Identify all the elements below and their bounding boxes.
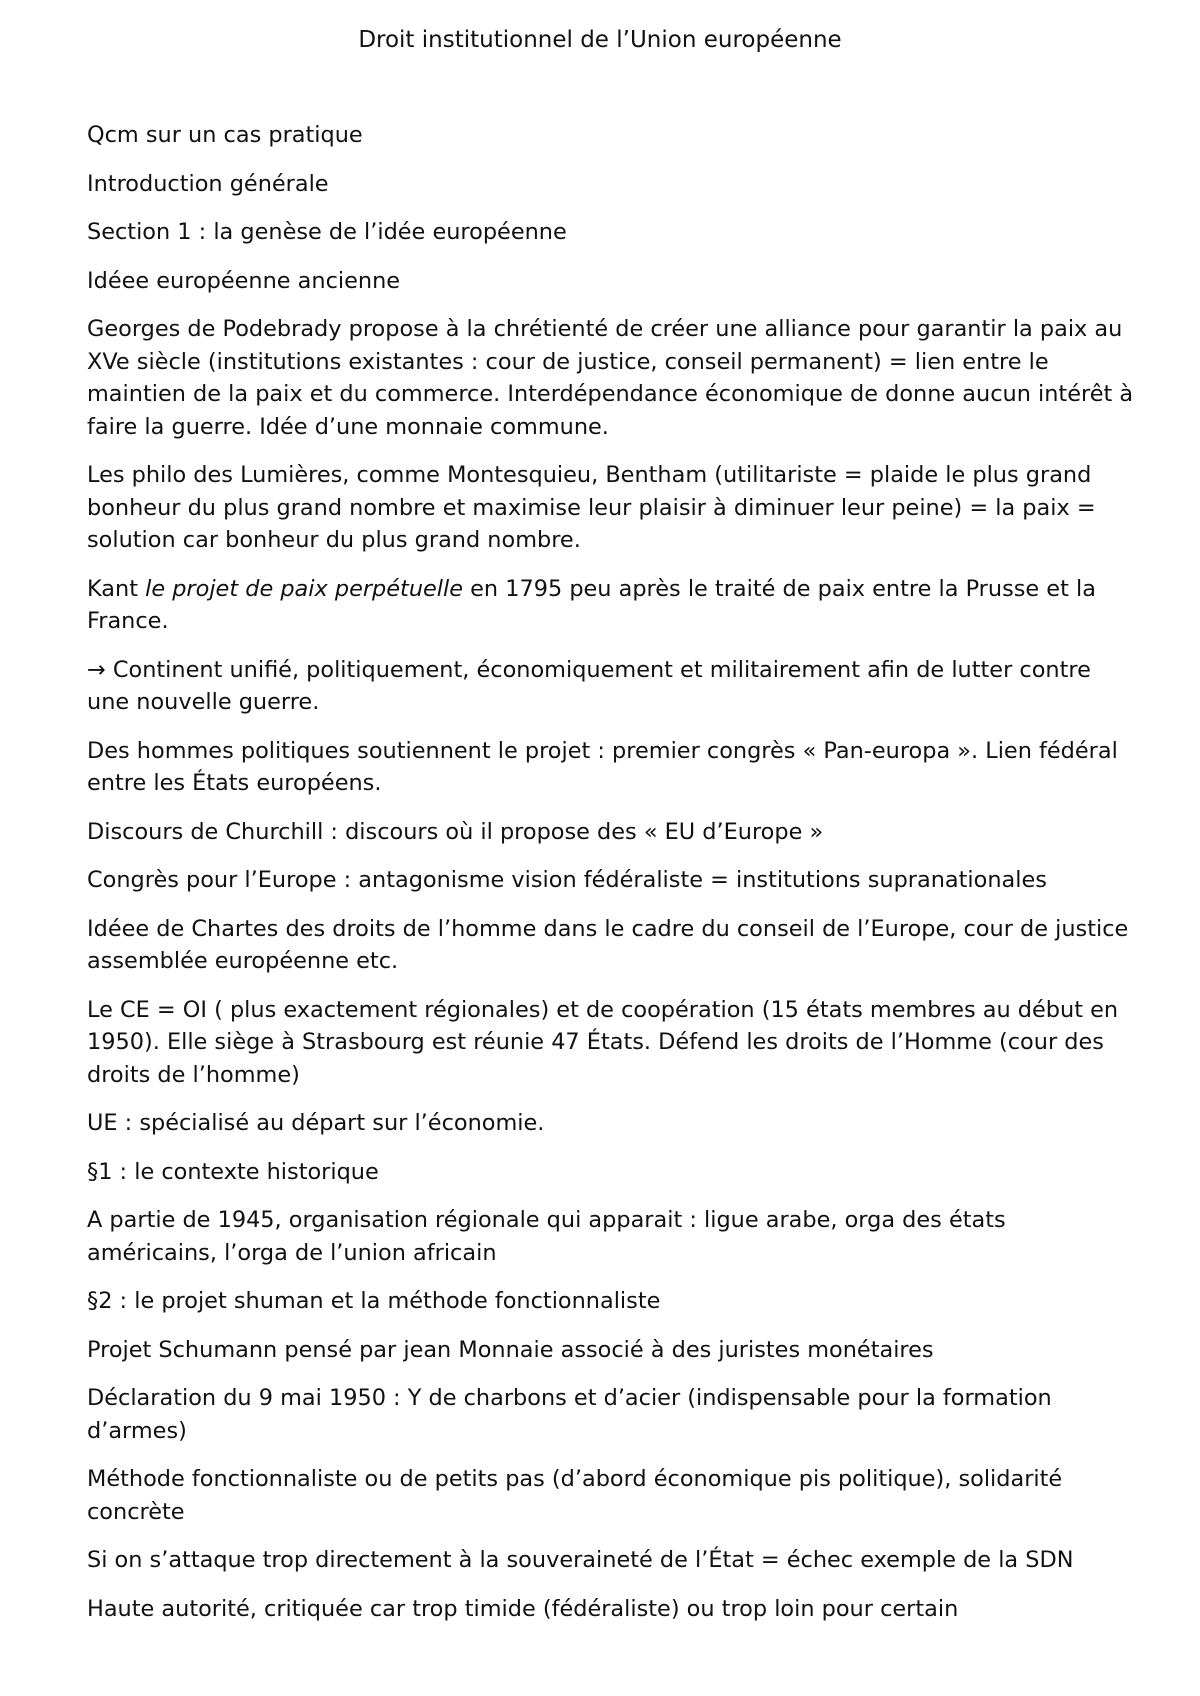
paragraph-chartes: Idéee de Chartes des droits de l’homme dans le cadre du conseil de l’Europe, cour de justice assemblée européenne etc. (87, 915, 1129, 974)
document-title: Droit institutionnel de l’Union européenne (358, 27, 842, 53)
paragraph-lumieres: Les philo des Lumières, comme Montesquieu, Bentham (utilitariste = plaide le plus grand bonheur du plus grand nombre et maximise leur plaisir à diminuer leur peine) = la paix = solution car bonheur du plus grand nombre. (87, 462, 1096, 553)
paragraph-1945: A partie de 1945, organisation régionale qui apparait : ligue arabe, orga des états américains, l’orga de l’union africain (87, 1207, 1006, 1266)
paragraph-haute-autorite: Haute autorité, critiquée car trop timide (fédéraliste) ou trop loin pour certain (87, 1595, 959, 1622)
arrow-right-icon: → (87, 656, 106, 683)
paragraph-churchill: Discours de Churchill : discours où il propose des « EU d’Europe » (87, 818, 824, 845)
continent-text: Continent unifié, politiquement, économiquement et militairement afin de lutter contre une nouvelle guerre. (87, 656, 1091, 715)
paragraph-souverainete: Si on s’attaque trop directement à la souveraineté de l’État = échec exemple de la SDN (87, 1547, 1074, 1573)
document-body (87, 119, 1137, 1641)
paragraph-ce: Le CE = OI ( plus exactement régionales) et de coopération (15 états membres au début en 1950). Elle siège à Strasbourg est réunie 47 États. Défend les droits de l’Homme (cour des droits de l’homme) (87, 996, 1119, 1088)
kant-text-after: en 1795 peu après le traité de paix entre la Prusse et la France. (87, 575, 1096, 634)
paragraph-schumann: Projet Schumann pensé par jean Monnaie associé à des juristes monétaires (87, 1336, 934, 1363)
paragraph-kant (87, 573, 1137, 638)
kant-book-title: le projet de paix perpétuelle (145, 575, 464, 602)
paragraph-methode: Méthode fonctionnaliste ou de petits pas (d’abord économique pis politique), solidarité concrète (87, 1466, 1063, 1525)
paragraph-ue: UE : spécialisé au départ sur l’économie. (87, 1110, 545, 1136)
paragraph-qcm: Qcm sur un cas pratique (87, 122, 363, 148)
paragraph-introduction: Introduction générale (87, 170, 329, 197)
paragraph-section-1: Section 1 : la genèse de l’idée européenne (87, 219, 567, 245)
paragraph-pan-europa: Des hommes politiques soutiennent le projet : premier congrès « Pan-europa ». Lien fédéral entre les États européens. (87, 737, 1118, 796)
paragraph-declaration: Déclaration du 9 mai 1950 : Y de charbons et d’acier (indispensable pour la formation d’armes) (87, 1385, 1052, 1444)
kant-text-before: Kant (87, 575, 146, 602)
paragraph-idee-ancienne: Idéee européenne ancienne (87, 267, 401, 294)
paragraph-congres: Congrès pour l’Europe : antagonisme vision fédéraliste = institutions supranationales (87, 867, 1047, 893)
paragraph-podebrady: Georges de Podebrady propose à la chrétienté de créer une alliance pour garantir la paix au XVe siècle (institutions existantes : cour de justice, conseil permanent) = lien entre le maintien de la paix et du commerce. Interdépendance économique de donne aucun intérêt à faire la guerre. Idée d’une monnaie commune. (87, 316, 1134, 440)
paragraph-contexte-historique: §1 : le contexte historique (87, 1158, 379, 1185)
paragraph-projet-shuman: §2 : le projet shuman et la méthode fonctionnaliste (87, 1288, 661, 1314)
paragraph-continent (87, 654, 1137, 719)
